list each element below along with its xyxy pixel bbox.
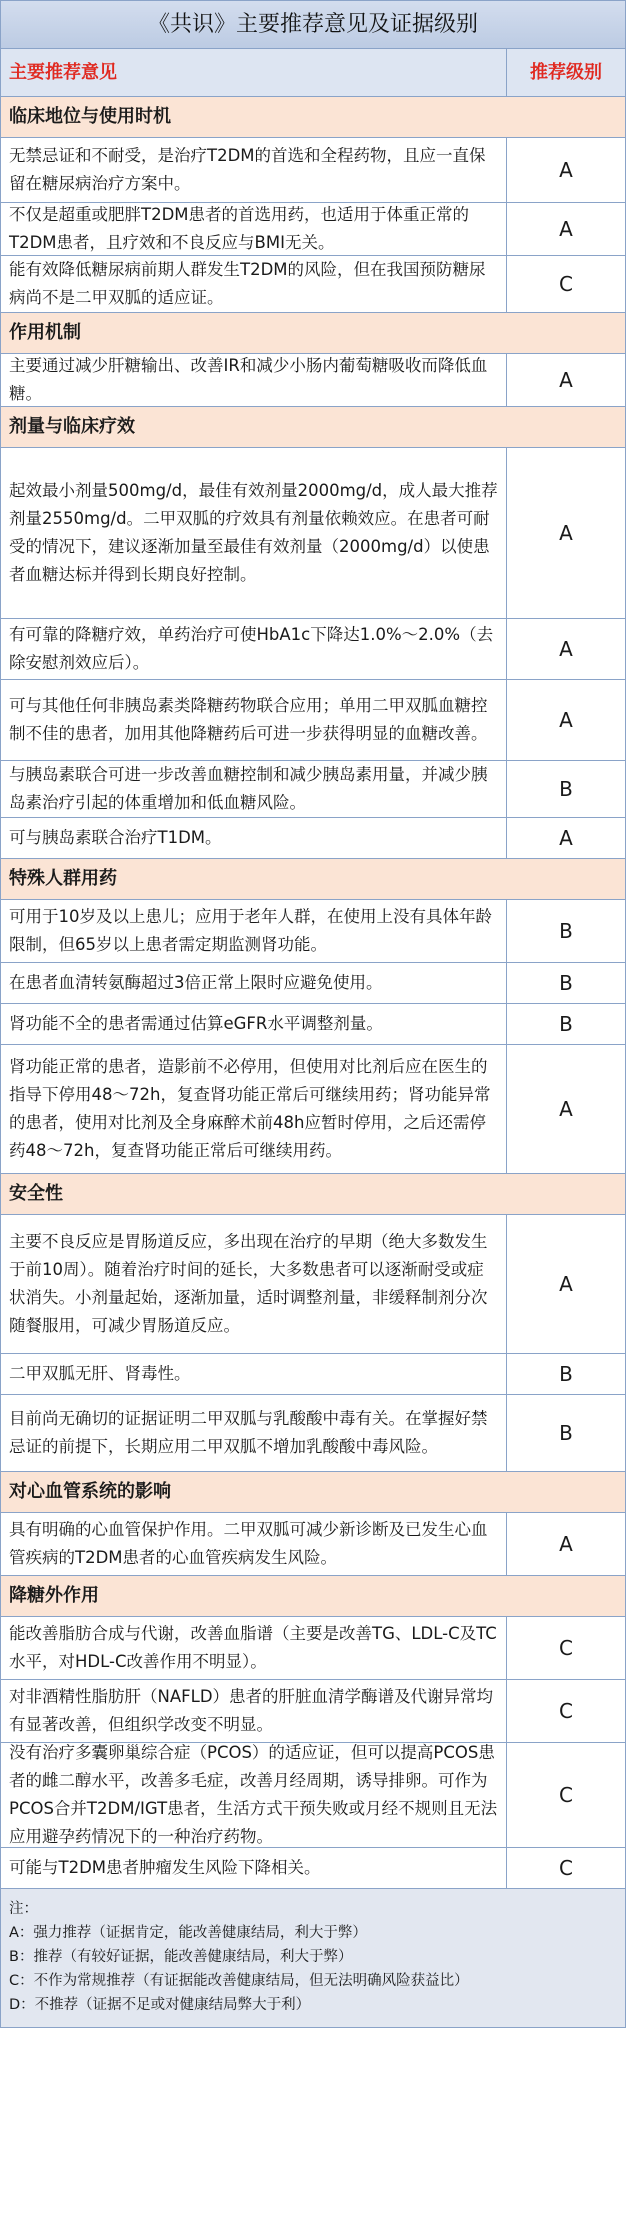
- grade-value: A: [559, 637, 573, 661]
- table-row: [1, 818, 625, 859]
- grade-value: B: [559, 1012, 573, 1036]
- table-row: [1, 963, 625, 1004]
- table-row: [1, 619, 625, 680]
- recommendation-text: 对非酒精性脂肪肝（NAFLD）患者的肝脏血清学酶谱及代谢异常均有显著改善，但组织学改变不明显。: [1, 1680, 507, 1742]
- note-line: 注：: [9, 1901, 38, 1917]
- table-row: [1, 256, 625, 313]
- recommendation-text: 能改善脂肪合成与代谢，改善血脂谱（主要是改善TG、LDL-C及TC水平，对HDL-C改善作用不明显）。: [1, 1617, 507, 1679]
- grade-value: B: [559, 919, 573, 943]
- grade-value: A: [559, 708, 573, 732]
- table-row: [1, 1617, 625, 1680]
- table-row: [1, 448, 625, 619]
- grade-value: A: [559, 217, 573, 241]
- grade-value: A: [559, 521, 573, 545]
- section-heading: 对心血管系统的影响: [1, 1472, 625, 1513]
- recommendation-text: 有可靠的降糖疗效，单药治疗可使HbA1c下降达1.0%～2.0%（去除安慰剂效应后）。: [1, 619, 507, 679]
- notes: [1, 1889, 625, 2028]
- grade-value: C: [559, 1699, 573, 1723]
- section-heading: 特殊人群用药: [1, 859, 625, 900]
- table-body: [1, 97, 625, 1889]
- table-row: [1, 761, 625, 818]
- table-row: [1, 1004, 625, 1045]
- table-row: [1, 1743, 625, 1848]
- grade-value: B: [559, 777, 573, 801]
- header-grade: 推荐级别: [530, 62, 602, 83]
- table-row: [1, 203, 625, 256]
- table-row: [1, 900, 625, 963]
- table-row: [1, 1395, 625, 1472]
- grade-value: A: [559, 1272, 573, 1296]
- table-row: [1, 1848, 625, 1889]
- recommendation-text: 可能与T2DM患者肿瘤发生风险下降相关。: [1, 1848, 507, 1888]
- section-heading: 降糖外作用: [1, 1576, 625, 1617]
- header-recommendation: 主要推荐意见: [1, 49, 507, 96]
- recommendation-text: 没有治疗多囊卵巢综合症（PCOS）的适应证，但可以提高PCOS患者的雌二醇水平，改善多毛症，改善月经周期，诱导排卵。可作为PCOS合并T2DM/IGT患者，生活方式干预失败或月经不规则且无法应用避孕药情况下的一种治疗药物。: [1, 1743, 507, 1847]
- table-row: [1, 1215, 625, 1354]
- section-heading: 剂量与临床疗效: [1, 407, 625, 448]
- recommendation-text: 肾功能正常的患者，造影前不必停用，但使用对比剂后应在医生的指导下停用48～72h，复查肾功能正常后可继续用药；肾功能异常的患者，使用对比剂及全身麻醉术前48h应暂时停用，之后还需停药48～72h，复查肾功能正常后可继续用药。: [1, 1045, 507, 1173]
- recommendation-text: 可与其他任何非胰岛素类降糖药物联合应用；单用二甲双胍血糖控制不佳的患者，加用其他降糖药后可进一步获得明显的血糖改善。: [1, 680, 507, 760]
- grade-value: C: [559, 1783, 573, 1807]
- note-line: B：推荐（有较好证据，能改善健康结局，利大于弊）: [9, 1949, 353, 1965]
- recommendation-text: 可用于10岁及以上患儿；应用于老年人群，在使用上没有具体年龄限制，但65岁以上患者需定期监测肾功能。: [1, 900, 507, 962]
- grade-value: B: [559, 971, 573, 995]
- table-row: [1, 1045, 625, 1174]
- grade-value: C: [559, 1636, 573, 1660]
- grade-value: A: [559, 1532, 573, 1556]
- recommendation-text: 目前尚无确切的证据证明二甲双胍与乳酸酸中毒有关。在掌握好禁忌证的前提下，长期应用二甲双胍不增加乳酸酸中毒风险。: [1, 1395, 507, 1471]
- section-heading: 临床地位与使用时机: [1, 97, 625, 138]
- grade-value: B: [559, 1362, 573, 1386]
- note-line: D：不推荐（证据不足或对健康结局弊大于利）: [9, 1997, 311, 2013]
- recommendation-text: 不仅是超重或肥胖T2DM患者的首选用药，也适用于体重正常的T2DM患者，且疗效和不良反应与BMI无关。: [1, 203, 507, 255]
- section-heading: 作用机制: [1, 313, 625, 354]
- grade-value: A: [559, 368, 573, 392]
- recommendation-text: 肾功能不全的患者需通过估算eGFR水平调整剂量。: [1, 1004, 507, 1044]
- recommendation-text: 可与胰岛素联合治疗T1DM。: [1, 818, 507, 858]
- recommendation-text: 在患者血清转氨酶超过3倍正常上限时应避免使用。: [1, 963, 507, 1003]
- recommendation-text: 起效最小剂量500mg/d，最佳有效剂量2000mg/d，成人最大推荐剂量2550mg/d。二甲双胍的疗效具有剂量依赖效应。在患者可耐受的情况下，建议逐渐加量至最佳有效剂量（2000mg/d）以使患者血糖达标并得到长期良好控制。: [1, 448, 507, 618]
- recommendation-text: 二甲双胍无肝、肾毒性。: [1, 1354, 507, 1394]
- grade-value: C: [559, 1856, 573, 1880]
- table-row: [1, 354, 625, 407]
- table-row: [1, 680, 625, 761]
- grade-value: A: [559, 158, 573, 182]
- recommendation-text: 具有明确的心血管保护作用。二甲双胍可减少新诊断及已发生心血管疾病的T2DM患者的心血管疾病发生风险。: [1, 1513, 507, 1575]
- grade-value: A: [559, 826, 573, 850]
- table-row: [1, 138, 625, 203]
- table-row: [1, 1680, 625, 1743]
- recommendation-text: 与胰岛素联合可进一步改善血糖控制和减少胰岛素用量，并减少胰岛素治疗引起的体重增加和低血糖风险。: [1, 761, 507, 817]
- page-title: 《共识》主要推荐意见及证据级别: [1, 0, 625, 49]
- table-header: [1, 49, 625, 97]
- grade-value: A: [559, 1097, 573, 1121]
- recommendation-text: 能有效降低糖尿病前期人群发生T2DM的风险，但在我国预防糖尿病尚不是二甲双胍的适应证。: [1, 256, 507, 312]
- recommendation-text: 主要通过减少肝糖输出、改善IR和减少小肠内葡萄糖吸收而降低血糖。: [1, 354, 507, 406]
- note-line: A：强力推荐（证据肯定，能改善健康结局，利大于弊）: [9, 1925, 367, 1941]
- section-heading: 安全性: [1, 1174, 625, 1215]
- table-row: [1, 1354, 625, 1395]
- grade-value: B: [559, 1421, 573, 1445]
- note-line: C：不作为常规推荐（有证据能改善健康结局，但无法明确风险获益比）: [9, 1973, 469, 1989]
- table-row: [1, 1513, 625, 1576]
- grade-value: C: [559, 272, 573, 296]
- recommendation-text: 主要不良反应是胃肠道反应，多出现在治疗的早期（绝大多数发生于前10周）。随着治疗时间的延长，大多数患者可以逐渐耐受或症状消失。小剂量起始，逐渐加量，适时调整剂量，非缓释制剂分次随餐服用，可减少胃肠道反应。: [1, 1215, 507, 1353]
- recommendation-text: 无禁忌证和不耐受，是治疗T2DM的首选和全程药物，且应一直保留在糖尿病治疗方案中。: [1, 138, 507, 202]
